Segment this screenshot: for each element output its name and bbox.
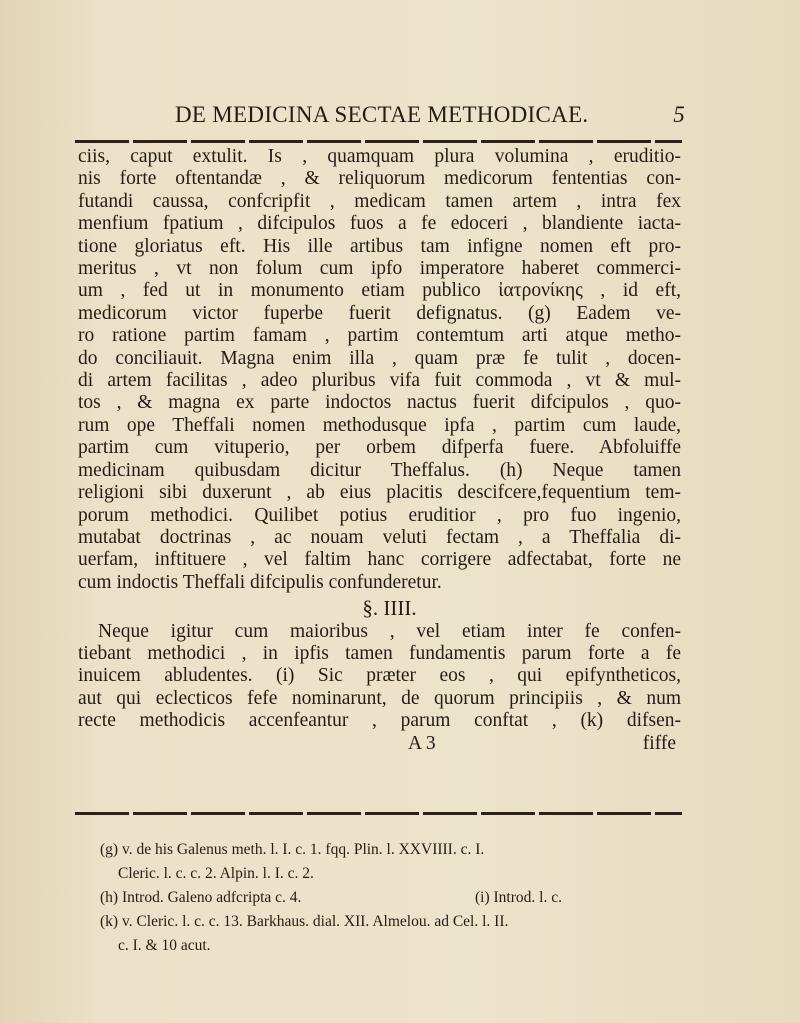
footnote-g: (g) v. de his Galenus meth. l. I. c. 1. fqq. Plin. l. XXVIIII. c. I. — [100, 841, 485, 858]
text-line: um , fed ut in monumento etiam publico ἰατρονίκης , id eft, — [78, 280, 681, 302]
text-line: medicorum victor fuperbe fuerit defignatus. (g) Eadem ve- — [78, 302, 681, 324]
text-line: tione gloriatus eft. His ille artibus tam infigne nomen eft pro- — [78, 235, 681, 257]
text-line: medicinam quibusdam dicitur Theffalus. (h) Neque tamen — [78, 459, 681, 481]
text-line: rum ope Theffali nomen methodusque ipfa , partim cum laude, — [78, 414, 681, 436]
footnote-g-continued: Cleric. l. c. c. 2. Alpin. l. I. c. 2. — [118, 865, 314, 882]
page-number: 5 — [673, 102, 685, 127]
text-line: uerfam, inftituere , vel faltim hanc corrigere adfectabat, forte ne — [78, 549, 681, 571]
footnote-h: (h) Introd. Galeno adfcripta c. 4. — [100, 889, 302, 906]
footnotes — [100, 838, 680, 958]
text-line: Neque igitur cum maioribus , vel etiam inter fe confen- — [98, 620, 681, 642]
main-text — [78, 146, 681, 755]
text-line: menfium fpatium , difcipulos fuos a fe edoceri , blandiente iacta- — [78, 213, 681, 235]
footnote-k-continued: c. I. & 10 acut. — [118, 937, 211, 954]
footnote-row — [100, 886, 680, 910]
text-line: tiebant methodici , in ipfis tamen fundamentis parum forte a fe — [78, 642, 681, 664]
signature-mark: A 3 — [408, 732, 436, 754]
text-line: nis forte oftentandæ , & reliquorum medicorum fententias con- — [78, 168, 681, 190]
text-line: porum methodici. Quilibet potius eruditior , pro fuo ingenio, — [78, 504, 681, 526]
footnote-k: (k) v. Cleric. l. c. c. 13. Barkhaus. dial. XII. Almelou. ad Cel. l. II. — [100, 913, 509, 930]
text-line: ciis, caput extulit. Is , quamquam plura volumina , eruditio- — [78, 146, 681, 167]
running-title: DE MEDICINA SECTAE METHODICAE. — [175, 102, 589, 127]
page-footer-line — [78, 733, 681, 755]
text-line: tos , & magna ex parte indoctos nactus fuerit difcipulos , quo- — [78, 392, 681, 414]
footnote-rule — [75, 812, 682, 815]
text-line: inuicem abludentes. (i) Sic præter eos , qui epifyntheticos, — [78, 665, 681, 687]
running-header — [175, 102, 695, 128]
text-line: religioni sibi duxerunt , ab eius placitis descifcere,fequentium tem- — [78, 482, 681, 504]
text-line: di artem facilitas , adeo pluribus vifa fuit commoda , vt & mul- — [78, 370, 681, 392]
text-line: ro ratione partim famam , partim contemtum arti atque metho- — [78, 325, 681, 347]
text-line: meritus , vt non folum cum ipfo imperatore haberet commerci- — [78, 258, 681, 280]
text-line: recte methodicis accenfeantur , parum conftat , (k) difsen- — [78, 710, 681, 732]
text-line: aut qui eclecticos fefe nominarunt, de quorum principiis , & num — [78, 687, 681, 709]
section-heading: §. IIII. — [362, 596, 417, 621]
header-rule — [75, 140, 682, 143]
footnote-i: (i) Introd. l. c. — [475, 889, 562, 906]
text-line: cum indoctis Theffali difcipulis confunderetur. — [78, 571, 442, 593]
text-line: futandi caussa, confcripfit , medicam tamen artem , intra fex — [78, 190, 681, 212]
text-line: mutabat doctrinas , ac nouam veluti fectam , a Theffalia di- — [78, 526, 681, 548]
catchword: fiffe — [642, 732, 676, 754]
text-line: do conciliauit. Magna enim illa , quam præ fe tulit , docen- — [78, 347, 681, 369]
text-line: partim cum vituperio, per orbem difperfa fuere. Abfoluiffe — [78, 437, 681, 459]
